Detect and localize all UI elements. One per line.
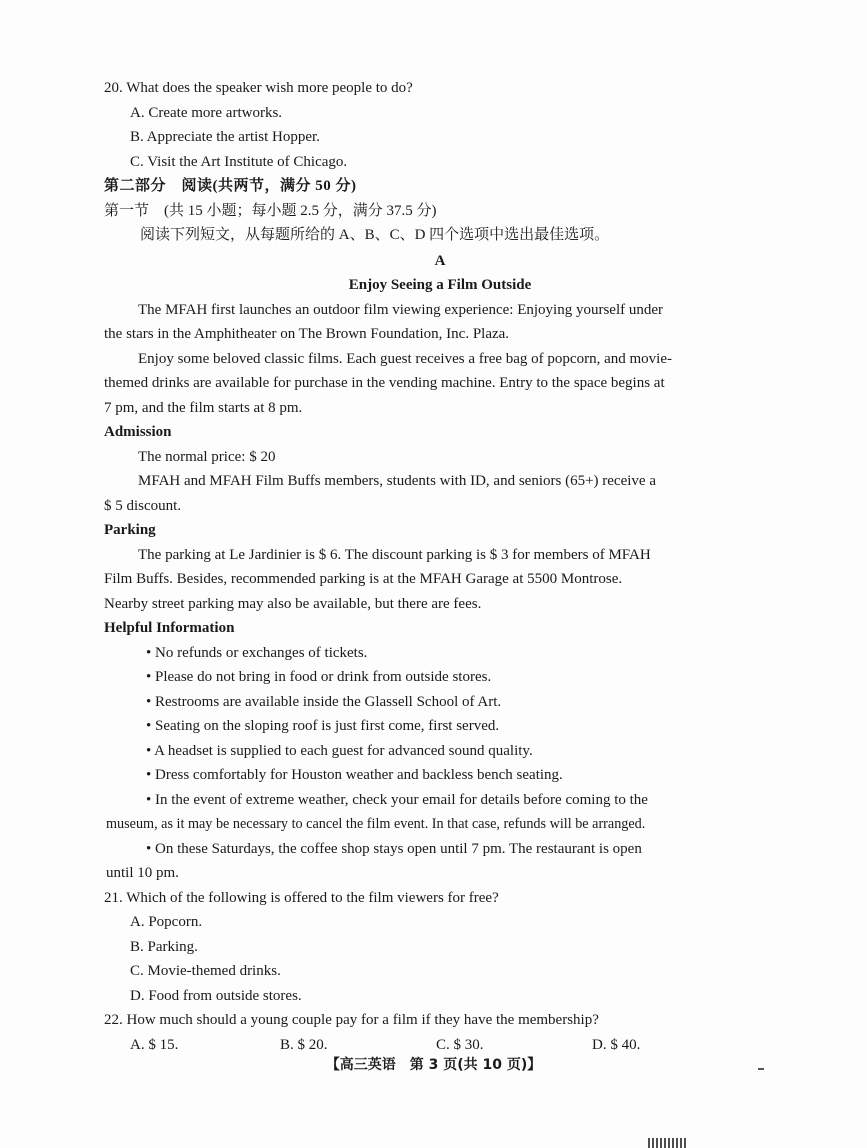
question-21-option-c: C. Movie-themed drinks. [130, 963, 281, 979]
question-22-option-d: D. $ 40. [592, 1036, 641, 1053]
passage-title: Enjoy Seeing a Film Outside [348, 277, 532, 293]
info-bullet-saturday-line-2: until 10 pm. [106, 865, 179, 881]
page-content [104, 76, 776, 1057]
question-22-option-c: C. $ 30. [436, 1036, 484, 1053]
question-22-option-b: B. $ 20. [280, 1036, 328, 1053]
question-21-stem: 21. Which of the following is offered to the film viewers for free? [104, 889, 499, 906]
question-21-option-a: A. Popcorn. [130, 914, 203, 930]
paragraph-2-line-1: Enjoy some beloved classic films. Each guest receives a free bag of popcorn, and movie- [138, 350, 672, 367]
paragraph-2-line-3: 7 pm, and the film starts at 8 pm. [104, 399, 303, 416]
helpful-info-heading: Helpful Information [104, 620, 235, 636]
admission-price: The normal price: $ 20 [138, 448, 276, 465]
info-bullet-weather-line-1: • In the event of extreme weather, check your email for details before coming to the [146, 791, 648, 808]
question-20-stem: 20. What does the speaker wish more people to do? [104, 80, 413, 96]
question-20-option-b: B. Appreciate the artist Hopper. [130, 129, 320, 145]
admission-discount-line-1: MFAH and MFAH Film Buffs members, students with ID, and seniors (65+) receive a [138, 473, 656, 489]
info-bullet: • Please do not bring in food or drink from outside stores. [146, 669, 492, 685]
question-22-option-a: A. $ 15. [130, 1036, 179, 1053]
info-bullet: • Dress comfortably for Houston weather and backless bench seating. [146, 767, 563, 783]
page-footer: 【高三英语 第 3 页(共 10 页)】 [325, 1057, 542, 1073]
info-bullet: • A headset is supplied to each guest for advanced sound quality. [146, 742, 533, 759]
info-bullet-weather-line-2: museum, as it may be necessary to cancel the film event. In that case, refunds will be arranged. [106, 816, 646, 832]
part-two-title: 第二部分 阅读(共两节，满分 50 分) [104, 178, 357, 194]
question-20-option-c: C. Visit the Art Institute of Chicago. [130, 153, 348, 170]
section-one-title: 第一节 (共 15 小题；每小题 2.5 分，满分 37.5 分) [104, 202, 437, 219]
info-bullet: • Restrooms are available inside the Glassell School of Art. [146, 693, 502, 710]
paragraph-2-line-2: themed drinks are available for purchase in the vending machine. Entry to the space begins at [104, 375, 665, 391]
info-bullet-saturday-line-1: • On these Saturdays, the coffee shop stays open until 7 pm. The restaurant is open [146, 840, 642, 857]
question-21-option-b: B. Parking. [130, 938, 198, 955]
parking-line-2: Film Buffs. Besides, recommended parking is at the MFAH Garage at 5500 Montrose. [104, 571, 623, 587]
question-22-stem: 22. How much should a young couple pay for a film if they have the membership? [104, 1012, 599, 1028]
passage-letter: A [434, 252, 446, 269]
admission-discount-line-2: $ 5 discount. [104, 497, 182, 514]
parking-line-1: The parking at Le Jardinier is $ 6. The discount parking is $ 3 for members of MFAH [138, 546, 651, 563]
info-bullet: • Seating on the sloping roof is just first come, first served. [146, 718, 500, 734]
question-20-option-a: A. Create more artworks. [130, 104, 283, 121]
parking-heading: Parking [104, 522, 156, 538]
paragraph-1-line-2: the stars in the Amphitheater on The Brown Foundation, Inc. Plaza. [104, 326, 510, 342]
qr-code-fragment [648, 1138, 688, 1148]
scan-dot-mark [758, 1068, 764, 1070]
parking-line-3: Nearby street parking may also be available, but there are fees. [104, 595, 482, 612]
paragraph-1-line-1: The MFAH first launches an outdoor film viewing experience: Enjoying yourself under [138, 301, 664, 318]
info-bullet: • No refunds or exchanges of tickets. [146, 644, 368, 661]
reading-instruction: 阅读下列短文，从每题所给的 A、B、C、D 四个选项中选出最佳选项。 [140, 227, 610, 243]
admission-heading: Admission [104, 424, 172, 440]
question-21-option-d: D. Food from outside stores. [130, 987, 302, 1004]
